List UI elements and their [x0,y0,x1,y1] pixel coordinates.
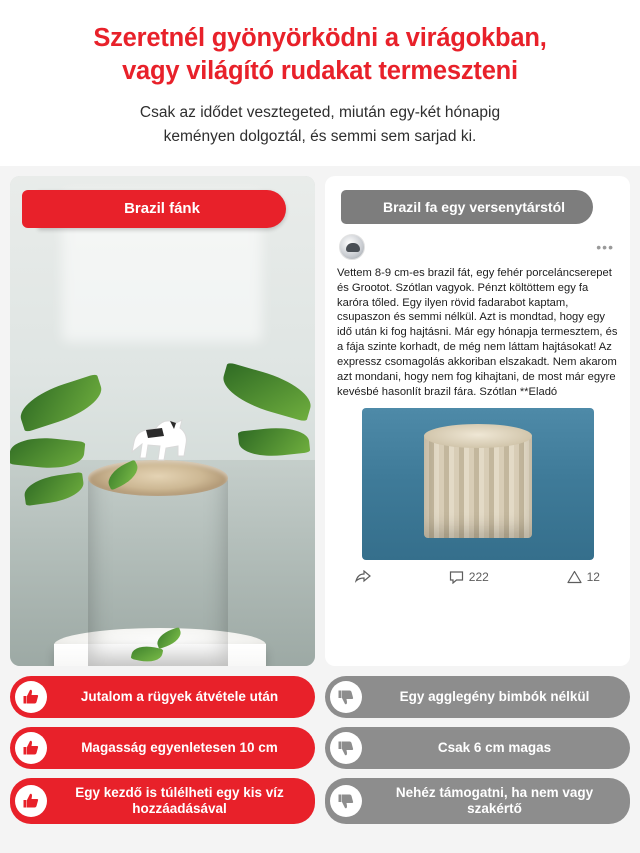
page-title [20,22,620,87]
con-item [325,778,630,824]
left-badge-label: Brazil fánk [124,200,200,218]
comparison-area [0,166,640,666]
review-photo[interactable] [362,408,594,560]
review-header [339,234,618,260]
like-icon [567,570,582,584]
share-button[interactable] [355,570,371,584]
pro-item [10,727,315,769]
comment-icon [449,570,464,584]
left-column [10,176,315,666]
thumbs-up-icon [15,732,47,764]
con-item-label: Egy agglegény bimbók nélkül [399,688,590,704]
thumbs-up-icon [15,681,47,713]
pro-item-label: Egy kezdő is túlélheti egy kis víz hozzáadásával [75,785,284,816]
right-badge [355,190,593,224]
subtitle-line-1: Csak az idődet vesztegeted, miután egy-két hónapig [139,104,501,122]
pros-column [10,676,315,833]
cons-column [325,676,630,833]
like-button[interactable] [567,570,600,584]
thumbs-up-icon [15,785,47,817]
con-item [325,676,630,718]
thumbs-down-icon [330,785,362,817]
thumbs-down-icon [330,732,362,764]
share-icon [355,570,371,584]
more-options-icon[interactable]: ••• [596,238,614,255]
left-badge [38,190,286,228]
thumbs-down-icon [330,681,362,713]
feature-comparison [0,666,640,845]
pro-item-label: Magasság egyenletesen 10 cm [81,739,278,755]
page-subtitle [20,101,620,148]
review-photo-log [424,434,532,538]
pro-item [10,676,315,718]
comment-button[interactable] [449,570,489,584]
right-badge-label: Brazil fa egy versenytárstól [382,198,566,215]
headline-line-1: Szeretnél gyönyörködni a virágokban, [93,24,547,52]
con-item-label: Nehéz támogatni, ha nem vagy szakértő [395,785,594,816]
subtitle-line-2: keményen dolgoztál, és semmi sem sarjad ki. [163,127,477,145]
review-card [325,176,630,666]
con-item-label: Csak 6 cm magas [437,739,552,755]
headline-line-2: vagy világító rudakat termeszteni [122,56,518,85]
pro-item [10,778,315,824]
review-body-text: Vettem 8-9 cm-es brazil fát, egy fehér porceláncserepet és Grootot. Szótlan vagyok. Pénzt költöttem egy fa karóra tőled. Egy ilyen rövid fadarabot kaptam, csupaszon és semmi nélkül. Azt is mondtad, hogy egy idő után ki fog hajtásni. Már egy hónapja termesztem, és a fája szinte korhadt, de még nem láttam hajtásokat! Az expressz csomagolás akkoriban elszakadt. Nem akarom azt mondani, hogy nem fog kihajtani, de most már egyre kevésbé hasonlít brazil fára. Szótlan **Eladó [337,266,618,398]
review-actions [337,568,618,584]
like-count: 12 [586,569,600,584]
pro-item-label: Jutalom a rügyek átvétele után [80,688,279,704]
toy-horse-icon [122,412,198,466]
comment-count: 222 [468,569,489,584]
product-photo-card [10,176,315,666]
right-column [325,176,630,666]
header [0,0,640,166]
review-photo-log-top [424,424,532,448]
con-item [325,727,630,769]
avatar [339,234,365,260]
